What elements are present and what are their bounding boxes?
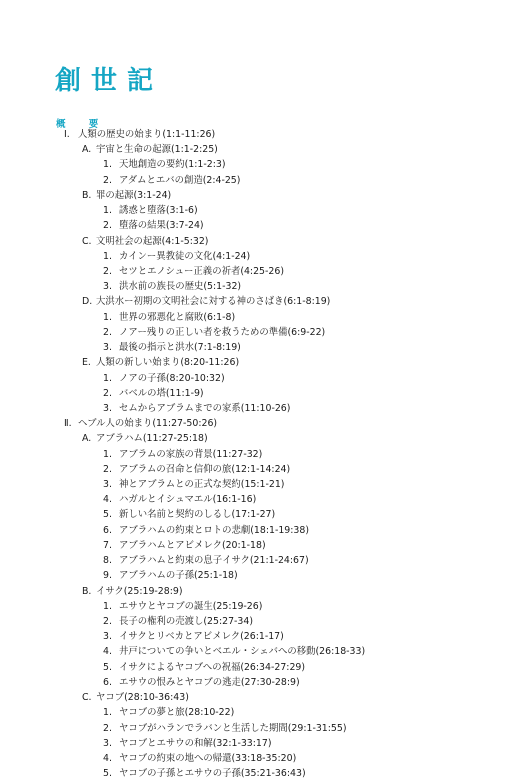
outline-item-level-3 — [0, 629, 518, 644]
outline-item-level-3 — [0, 568, 518, 583]
outline-text: エサウとヤコブの誕生(25:19-26) — [119, 600, 263, 612]
outline-text: アブラムの召命と信仰の旅(12:1-14:24) — [119, 463, 291, 475]
outline-text: 人類の歴史の始まり(1:1-11:26) — [78, 129, 216, 140]
outline-text: ヘブル人の始まり(11:27-50:26) — [78, 418, 218, 430]
outline-marker: 2. — [103, 722, 112, 734]
outline-item-level-3 — [0, 538, 518, 553]
outline-item-level-3 — [0, 310, 518, 325]
outline-item-level-2 — [0, 142, 518, 157]
outline-marker: 2. — [103, 265, 112, 277]
outline-item-level-3 — [0, 705, 518, 720]
outline-marker: 2. — [103, 326, 112, 338]
outline-text: ヤコブの夢と旅(28:10-22) — [119, 707, 235, 719]
outline-marker: 3. — [103, 342, 112, 354]
outline-marker: 6. — [103, 676, 112, 688]
outline-text: 罪の起源(3:1-24) — [96, 189, 172, 201]
outline-marker: 2. — [103, 463, 112, 475]
outline-text: イサク(25:19-28:9) — [96, 585, 183, 597]
outline-text: 新しい名前と契約のしるし(17:1-27) — [119, 509, 276, 521]
outline-item-level-1 — [0, 127, 518, 142]
outline-marker: D. — [82, 296, 93, 308]
outline-text: ヤコブがハランでラバンと生活した期間(29:1-31:55) — [119, 722, 347, 734]
outline-item-level-3 — [0, 203, 518, 218]
outline-item-level-2 — [0, 690, 518, 705]
outline-marker: 5. — [103, 661, 112, 673]
outline-item-level-1 — [0, 416, 518, 431]
outline-marker: 5. — [103, 768, 112, 780]
outline-list — [0, 127, 518, 781]
outline-text: カインー異教徒の文化(4:1-24) — [119, 250, 251, 262]
outline-text: アブラムの家族の背景(11:27-32) — [119, 448, 263, 460]
outline-marker: 2. — [103, 220, 112, 232]
outline-item-level-2 — [0, 584, 518, 599]
outline-item-level-2 — [0, 234, 518, 249]
outline-item-level-3 — [0, 462, 518, 477]
outline-marker: 8. — [103, 555, 112, 567]
outline-marker: A. — [82, 144, 92, 156]
outline-marker: 1. — [103, 311, 112, 323]
outline-text: アダムとエバの創造(2:4-25) — [119, 174, 241, 186]
outline-item-level-3 — [0, 218, 518, 233]
outline-text: 天地創造の要約(1:1-2:3) — [119, 159, 226, 171]
outline-item-level-3 — [0, 264, 518, 279]
outline-item-level-3 — [0, 371, 518, 386]
outline-marker: 1. — [103, 600, 112, 612]
book-title: 創世記 — [55, 66, 164, 96]
outline-text: アブラハムと約束の息子イサク(21:1-24:67) — [119, 555, 309, 567]
outline-marker: C. — [82, 235, 92, 247]
outline-item-level-3 — [0, 553, 518, 568]
outline-item-level-3 — [0, 599, 518, 614]
outline-item-level-3 — [0, 644, 518, 659]
outline-item-level-3 — [0, 173, 518, 188]
outline-marker: 3. — [103, 631, 112, 643]
outline-text: 長子の権利の売渡し(25:27-34) — [119, 616, 254, 627]
outline-text: 洪水前の族長の歴史(5:1-32) — [119, 281, 242, 293]
outline-text: アブラハムの約束とロトの悲劇(18:1-19:38) — [119, 524, 310, 536]
outline-text: エサウの恨みとヤコブの逃走(27:30-28:9) — [119, 676, 300, 688]
outline-text: 人類の新しい始まり(8:20-11:26) — [96, 357, 240, 369]
outline-text: ヤコブ(28:10-36:43) — [96, 692, 189, 704]
outline-item-level-3 — [0, 614, 518, 629]
outline-text: 宇宙と生命の起源(1:1-2:25) — [96, 144, 218, 156]
outline-item-level-3 — [0, 675, 518, 690]
outline-text: バベルの塔(11:1-9) — [119, 387, 204, 399]
outline-marker: 3. — [103, 402, 112, 414]
outline-marker: 3. — [103, 479, 112, 491]
outline-marker: 2. — [103, 174, 112, 186]
outline-text: アブラハム(11:27-25:18) — [96, 433, 208, 445]
outline-item-level-3 — [0, 279, 518, 294]
outline-item-level-3 — [0, 736, 518, 751]
outline-item-level-3 — [0, 249, 518, 264]
outline-text: イサクとリベカとアビメレク(26:1-17) — [119, 631, 284, 643]
outline-item-level-3 — [0, 447, 518, 462]
outline-text: 最後の指示と洪水(7:1-8:19) — [119, 342, 241, 354]
outline-marker: 1. — [103, 372, 112, 384]
outline-text: ヤコブの約束の地への帰還(33:18-35:20) — [119, 752, 297, 764]
section-heading: 概 要 — [56, 119, 109, 130]
outline-item-level-3 — [0, 401, 518, 416]
outline-item-level-3 — [0, 386, 518, 401]
outline-marker: Ⅰ. — [64, 129, 70, 140]
outline-marker: 9. — [103, 570, 112, 582]
outline-item-level-3 — [0, 523, 518, 538]
outline-text: アブラハムの子孫(25:1-18) — [119, 570, 238, 582]
outline-marker: 7. — [103, 539, 112, 551]
outline-text: 井戸についての争いとベエル・シェバへの移動(26:18-33) — [119, 646, 366, 658]
outline-item-level-3 — [0, 721, 518, 736]
outline-marker: 3. — [103, 737, 112, 749]
outline-marker: 1. — [103, 448, 112, 460]
outline-marker: 3. — [103, 281, 112, 293]
outline-marker: E. — [82, 357, 91, 369]
outline-marker: 1. — [103, 250, 112, 262]
outline-item-level-3 — [0, 477, 518, 492]
outline-text: 堕落の結果(3:7-24) — [119, 220, 204, 232]
outline-item-level-2 — [0, 294, 518, 309]
outline-text: ノアの子孫(8:20-10:32) — [119, 372, 225, 384]
outline-item-level-2 — [0, 431, 518, 446]
outline-text: 文明社会の起源(4:1-5:32) — [96, 235, 209, 247]
outline-item-level-2 — [0, 188, 518, 203]
outline-marker: 6. — [103, 524, 112, 536]
outline-item-level-3 — [0, 751, 518, 766]
outline-text: 誘惑と堕落(3:1-6) — [119, 205, 198, 217]
outline-text: ノアー残りの正しい者を救うための準備(6:9-22) — [119, 326, 326, 338]
outline-marker: 1. — [103, 159, 112, 171]
outline-text: ヤコブの子孫とエサウの子孫(35:21-36:43) — [119, 768, 306, 780]
outline-marker: 2. — [103, 387, 112, 399]
outline-item-level-3 — [0, 325, 518, 340]
outline-item-level-3 — [0, 340, 518, 355]
outline-marker: 5. — [103, 509, 112, 521]
outline-marker: Ⅱ. — [64, 418, 72, 430]
outline-marker: A. — [82, 433, 92, 445]
outline-marker: 1. — [103, 707, 112, 719]
outline-text: 大洪水ー初期の文明社会に対する神のさばき(6:1-8:19) — [96, 296, 331, 308]
outline-marker: B. — [82, 585, 92, 597]
outline-text: ハガルとイシュマエル(16:1-16) — [119, 494, 257, 506]
outline-marker: 4. — [103, 646, 112, 658]
outline-item-level-3 — [0, 492, 518, 507]
outline-marker: 4. — [103, 752, 112, 764]
outline-text: 世界の邪悪化と腐敗(6:1-8) — [119, 311, 236, 323]
outline-marker: C. — [82, 692, 92, 704]
outline-item-level-3 — [0, 766, 518, 781]
outline-text: セツとエノシュー正義の祈者(4:25-26) — [119, 265, 284, 277]
outline-item-level-3 — [0, 660, 518, 675]
outline-item-level-3 — [0, 507, 518, 522]
outline-marker: 2. — [103, 616, 112, 627]
outline-text: イサクによるヤコブへの祝福(26:34-27:29) — [119, 661, 306, 673]
outline-text: セムからアブラムまでの家系(11:10-26) — [119, 402, 291, 414]
outline-marker: 4. — [103, 494, 112, 506]
outline-item-level-2 — [0, 355, 518, 370]
outline-marker: 1. — [103, 205, 112, 217]
outline-marker: B. — [82, 189, 92, 201]
outline-text: ヤコブとエサウの和解(32:1-33:17) — [119, 737, 272, 749]
outline-text: 神とアブラムとの正式な契約(15:1-21) — [119, 479, 285, 491]
outline-text: アブラハムとアビメレク(20:1-18) — [119, 539, 266, 551]
outline-item-level-3 — [0, 157, 518, 172]
